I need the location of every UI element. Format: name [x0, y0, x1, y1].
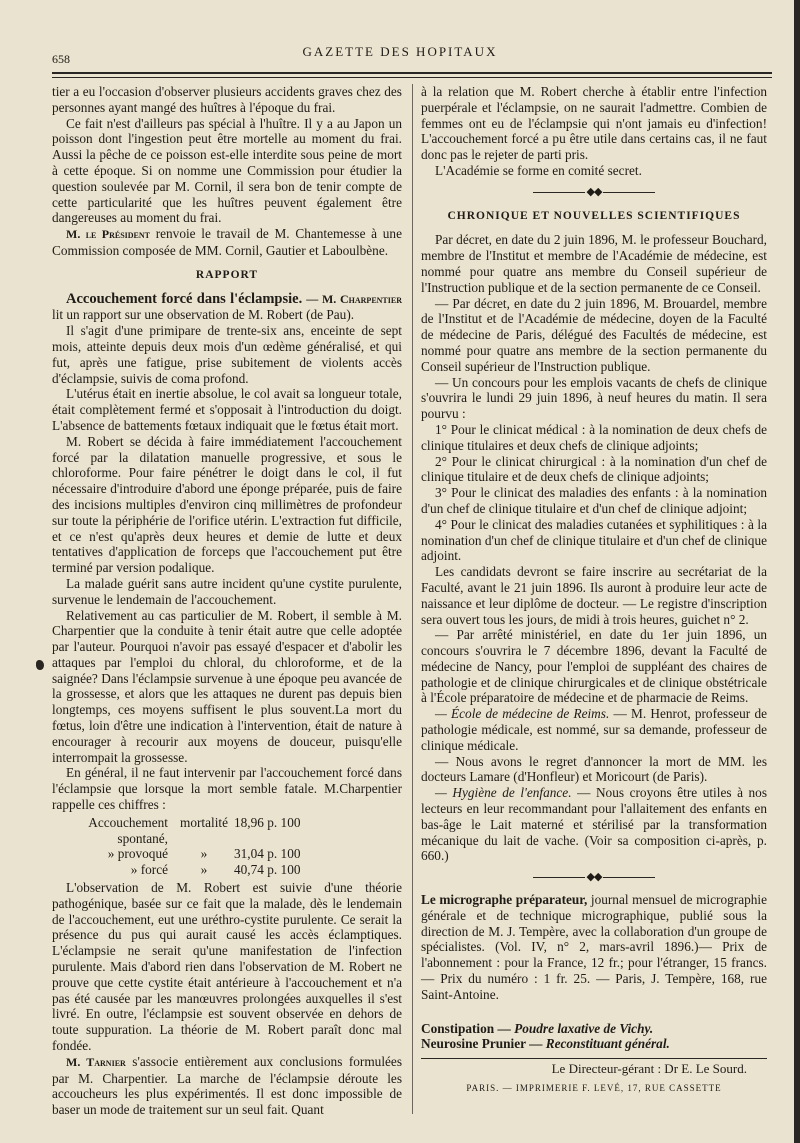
- item-title: — Hygiène de l'enfance.: [435, 785, 572, 801]
- paragraph: [421, 892, 767, 1003]
- ad-line: [421, 1021, 767, 1037]
- ornament-divider: ◆◆: [421, 185, 767, 201]
- paragraph: L'Académie se forme en comité secret.: [435, 162, 642, 178]
- section-title: RAPPORT: [195, 268, 259, 281]
- header-rule: [52, 72, 772, 74]
- paragraph: [52, 226, 402, 259]
- speaker-label: — M. Charpentier: [306, 291, 402, 306]
- paragraph: 4° Pour le clinicat des maladies cutanées et syphilitiques : à la nomination d'un chef de clinique titulaire et d'un chef de clinique adjoint.: [421, 516, 767, 564]
- paragraph-text: journal mensuel de micrographie générale et de technique micrographique, publié sous la direction de M. J. Tempère, avec la collaboration d'un groupe de spécialistes. (Vol. IV, n° 2, mars-avril 1896.)— Prix de l'abonnement : pour la France, 12 fr.; pour l'étranger, 15 francs. — Prix du numéro : 1 fr. 25. — Paris, J. Tempère, 168, rue Saint-Antoine.: [421, 892, 768, 1002]
- signature-rule: [421, 1058, 767, 1059]
- paragraph: 2° Pour le clinicat chirurgical : à la nomination d'un chef de clinique titulaire et de deux chefs de clinique adjoints;: [421, 453, 767, 485]
- ad-label: Neurosine Prunier —: [421, 1036, 543, 1052]
- paragraph: — Nous avons le regret d'annoncer la mort de MM. les docteurs Lamare (d'Honfleur) et Moricourt (de Paris).: [421, 753, 767, 785]
- paragraph: — Par arrêté ministériel, en date du 1er juin 1896, un concours s'ouvrira le 7 décembre 1896, devant la Faculté de médecine de Nancy, pour l'emploi de suppléant des chaires de pathologie et de clinique chirurgicales et de clinique obstétricale à l'École préparatoire de médecine et de pharmacie de Reims.: [421, 627, 767, 706]
- table-cell: »: [200, 846, 208, 862]
- paragraph: Relativement au cas particulier de M. Robert, il semble à M. Charpentier que la conduite à tenir était autre que celle adoptée par l'auteur. Pourquoi n'avoir pas essayé d'espacer et d'abolir les attaques par l'emploi du chloral, du chloroforme, et de la saignée? Dans l'éclampsie survenue à une époque peu avancée de la grossesse, et alors que les attaques ne durent pas depuis bien longtemps, ces moyens suffisent le plus souvent.La mort du fœtus, loin d'être une indication à l'intervention, était de nature à encourager à recourir aux moyens de douceur, puisqu'elle interrompait la grossesse.: [52, 607, 402, 765]
- paragraph-text: renvoie le travail de M. Chantemesse à une Commission composée de MM. Cornil, Gautier et Laboulbène.: [52, 226, 402, 258]
- advertisements: [421, 1021, 767, 1053]
- paragraph: L'observation de M. Robert est suivie d'une théorie pathogénique, basée sur ce fait que la malade, dès le lendemain de l'accouchement, eut une uréthro-cystite purulente. Ce serait la présence du pus qui aurait causé les accès éclamptiques. L'éclampsie ne serait qu'une manifestation de l'infection purulente. Mais d'abord rien dans l'observation de M. Robert ne prouve que cette cystite était antérieure à l'accouchement et n'a pas été causée par les manœuvres prolongées auxquelles il s'est livré. En outre, l'éclampsie est souvent observée en dehors de toute suppuration. La théorie de M. Robert paraît donc mal fondée.: [52, 880, 402, 1054]
- director-signature: Le Directeur-gérant : Dr E. Le Sourd.: [551, 1061, 747, 1077]
- article-heading: Accouchement forcé dans l'éclampsie.: [66, 290, 303, 307]
- journal-title: Le micrographe préparateur,: [421, 892, 588, 908]
- paragraph: tier a eu l'occasion d'observer plusieurs accidents graves chez des personnes ayant mangé des huîtres à l'époque du frai.: [52, 84, 402, 115]
- paragraph: M. Robert se décida à faire immédiatement l'accouchement forcé par la dilatation manuelle progressive, et sous le chloroforme. Pour faire pénétrer le doigt dans le col, il fut nécessaire d'introduire d'abord une éponge préparée, puis de faire des incisions multiples d'environ cinq millimètres de profondeur sur toute la périphérie de l'orifice utérin. L'extraction fut difficile, et ce n'est qu'après deux heures et demie de lutte et deux tentatives d'application de forceps que l'accouchement put être terminé par version podalique.: [52, 433, 402, 576]
- ad-text: Reconstituant général.: [545, 1036, 670, 1052]
- table-cell: 31,04 p. 100: [234, 846, 301, 862]
- paragraph: [421, 706, 767, 753]
- paragraph-text: lit un rapport sur une observation de M. Robert (de Pau).: [52, 307, 355, 323]
- ad-label: Constipation —: [421, 1020, 511, 1036]
- speaker-label: M. le Président: [66, 227, 150, 242]
- paragraph-text: — Nous croyons être utiles à nos lecteurs en leur recommandant pour l'allaitement des enfants en bas-âge le Lait materné et stérilisé par la transformation mécanique du lait de vache. (Voir sa composition ci-après, p. 660.): [421, 785, 767, 864]
- paragraph: Ce fait n'est d'ailleurs pas spécial à l'huître. Il y a au Japon un poisson dont l'ingestion peut être mortelle au moment du frai. Aussi la pêche de ce poisson est-elle interdite sous peine de mort à cette époque. Si on nomme une Commission pour étudier la question soulevée par M. Cornil, il sera bon de tenir compte de cette particularité que les huîtres peuvent également être dangereuses au moment du frai.: [52, 115, 402, 226]
- ad-text: Poudre laxative de Vichy.: [514, 1020, 654, 1036]
- table-cell: 40,74 p. 100: [234, 862, 301, 878]
- paragraph: En général, il ne faut intervenir par l'accouchement forcé dans l'éclampsie que lorsque la mort semble fatale. M.Charpentier rappelle ces chiffres :: [52, 765, 402, 813]
- mortality-table: [52, 815, 402, 878]
- paragraph: [52, 1054, 402, 1118]
- spacer: [421, 1003, 767, 1017]
- paragraph: [52, 291, 402, 324]
- table-cell: » provoqué: [107, 846, 168, 862]
- table-cell: 18,96 p. 100: [234, 814, 301, 830]
- speaker-label: M. Tarnier: [66, 1054, 126, 1069]
- paragraph: La malade guérit sans autre incident qu'une cystite purulente, survenue le lendemain de l'accouchement.: [52, 575, 402, 607]
- running-title: GAZETTE DES HOPITAUX: [302, 44, 498, 59]
- paragraph: — Par décret, en date du 2 juin 1896, M. Brouardel, membre de l'Institut et de l'Académie de médecine, doyen de la Faculté de médecine de Paris, délégué des Facultés de médecine, est nommé pour quatre ans membre de la section permanente du Conseil supérieur de l'Instruction publique.: [421, 295, 767, 374]
- table-row: [52, 815, 402, 847]
- column-separator: [412, 84, 413, 1114]
- paragraph: 1° Pour le clinicat médical : à la nomination de deux chefs de clinique titulaires et deux chefs de clinique adjoints;: [421, 421, 767, 453]
- page-number: 658: [52, 52, 70, 66]
- paragraph: Par décret, en date du 2 juin 1896, M. le professeur Bouchard, membre de l'Institut et membre de l'Académie de médecine, est nommé pour quatre ans membre du Conseil supérieur de l'Instruction publique et de la section permanente de ce Conseil.: [421, 232, 767, 295]
- right-column: [421, 84, 767, 1097]
- table-row: [52, 862, 402, 878]
- item-title: — École de médecine de Reims.: [435, 706, 610, 722]
- left-column: [52, 84, 402, 1118]
- ad-line: [421, 1036, 767, 1052]
- paragraph: [421, 785, 767, 864]
- paragraph: L'utérus était en inertie absolue, le col avait sa longueur totale, était complètement fermé et s'opposait à l'introduction du doigt. L'absence de battements fœtaux indiquait que le fœtus était mort.: [52, 386, 402, 433]
- paragraph: 3° Pour le clinicat des maladies des enfants : à la nomination d'un chef de clinique titulaire et d'un chef de clinique adjoint;: [421, 485, 767, 516]
- table-cell: »: [200, 862, 208, 878]
- printer-imprint: PARIS. — IMPRIMERIE F. LEVÉ, 17, RUE CASSETTE: [466, 1083, 722, 1094]
- header-rule-thin: [52, 77, 772, 78]
- paragraph: — Un concours pour les emplois vacants de chefs de clinique s'ouvrira le lundi 29 juin 1896, à neuf heures du matin. Il sera pourvu :: [421, 374, 767, 422]
- ornament-divider: ◆◆: [421, 870, 767, 886]
- paragraph-text: s'associe entièrement aux conclusions formulées par M. Charpentier. La marche de l'éclampsie déroute les accoucheurs les plus expérimentés. Il est donc impossible de baser un mode de traitement sur un seul fait. Quant: [52, 1053, 402, 1118]
- ink-blot: [36, 660, 44, 670]
- section-title: CHRONIQUE ET NOUVELLES SCIENTIFIQUES: [447, 209, 741, 222]
- paragraph: à la relation que M. Robert cherche à établir entre l'infection puerpérale et l'éclampsie, on ne saurait l'admettre. Combien de femmes ont eu de l'éclampsie qui n'ont jamais eu d'infection! L'accouchement forcé a pu être utile dans certains cas, il ne faut donc pas le rejeter de parti pris.: [421, 84, 767, 163]
- table-cell: Accouchement spontané,: [88, 814, 168, 846]
- page-edge: [794, 0, 800, 1143]
- paragraph: Il s'agit d'une primipare de trente-six ans, enceinte de sept mois, atteinte depuis deux mois d'un œdème généralisé, et qui fut, après une fatigue, prise subitement de violents accès d'éclampsie, suivis de coma profond.: [52, 323, 402, 386]
- paragraph-text: — M. Henrot, professeur de pathologie médicale, est nommé, sur sa demande, professeur de clinique médicale.: [421, 706, 767, 753]
- table-cell: » forcé: [130, 862, 168, 878]
- table-row: [52, 846, 402, 862]
- paragraph: Les candidats devront se faire inscrire au secrétariat de la Faculté, avant le 21 juin 1896. Ils auront à produire leur acte de naissance et leur diplôme de docteur. — Le registre d'inscription sera ouvert tous les jours, de midi à trois heures, guichet n° 2.: [421, 564, 767, 627]
- table-cell: mortalité: [180, 814, 228, 830]
